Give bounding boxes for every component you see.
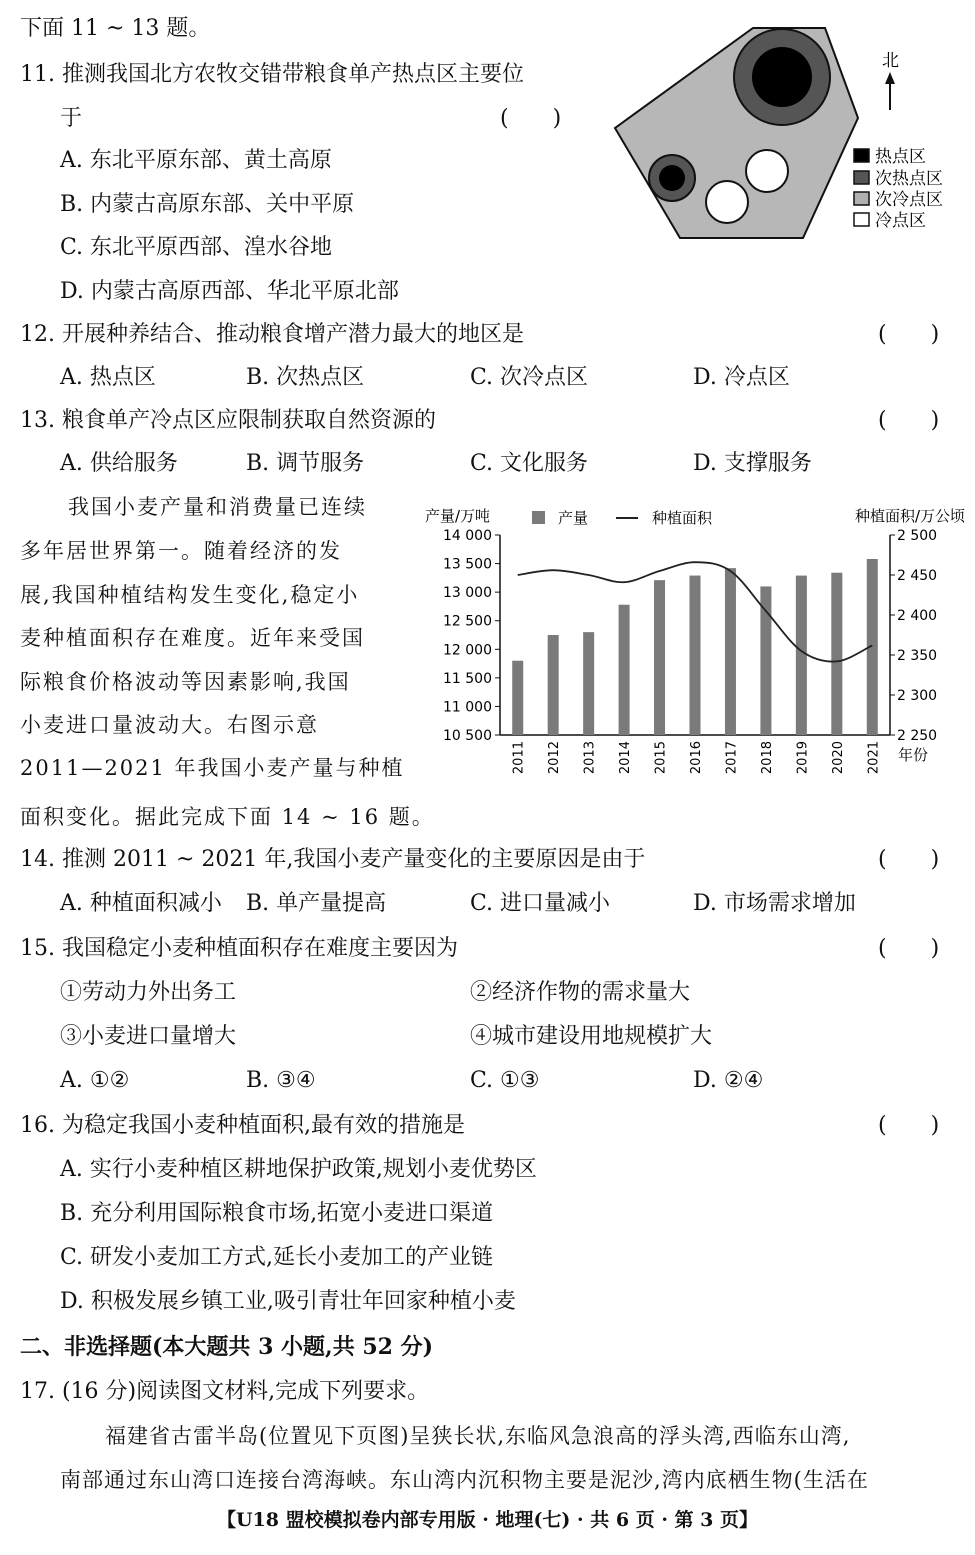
- q16-option-d[interactable]: D. 积极发展乡镇工业,吸引青壮年回家种植小麦: [60, 1289, 516, 1314]
- q15-stem: 15. 我国稳定小麦种植面积存在难度主要因为: [20, 936, 458, 961]
- right-tick-label: 2 300: [897, 688, 938, 704]
- q17-stem: 17. (16 分)阅读图文材料,完成下列要求。: [20, 1379, 430, 1404]
- passage-line-7: 2011—2021 年我国小麦产量与种植: [20, 756, 405, 780]
- legend-swatch-subcold: [854, 192, 869, 205]
- q16-option-b[interactable]: B. 充分利用国际粮食市场,拓宽小麦进口渠道: [60, 1201, 494, 1226]
- legend-swatch-cold: [854, 213, 869, 226]
- q14-option-a[interactable]: A. 种植面积减小: [60, 891, 222, 916]
- q15-option-b[interactable]: B. ③④: [246, 1068, 316, 1093]
- north-label: 北: [882, 51, 899, 71]
- right-tick-label: 2 450: [897, 568, 938, 584]
- q15-item-3: ③小麦进口量增大: [60, 1024, 237, 1049]
- legend-swatch-production: [532, 511, 545, 524]
- passage-line-5: 际粮食价格波动等因素影响,我国: [20, 670, 351, 694]
- q11-stem-cont: 于: [60, 106, 83, 131]
- passage-line-8: 面积变化。据此完成下面 14 ~ 16 题。: [20, 805, 435, 829]
- section-heading: 二、非选择题(本大题共 3 小题,共 52 分): [20, 1334, 434, 1360]
- x-tick-label: 2014: [618, 741, 634, 775]
- x-tick-label: 2018: [759, 741, 775, 775]
- map-legend: [854, 147, 943, 231]
- q11-option-a[interactable]: A. 东北平原东部、黄土高原: [60, 148, 332, 173]
- legend-production: 产量: [558, 509, 589, 527]
- q16-option-a[interactable]: A. 实行小麦种植区耕地保护政策,规划小麦优势区: [60, 1157, 537, 1182]
- left-tick-label: 11 500: [443, 670, 492, 687]
- coldspot-2: [706, 181, 748, 223]
- x-tick-label: 2015: [653, 741, 669, 775]
- subhot-inner: [659, 165, 685, 191]
- q14-answer-paren[interactable]: ( ): [878, 847, 940, 872]
- bar-2013: [583, 632, 594, 735]
- left-tick-label: 13 500: [443, 556, 492, 573]
- legend-subcold: 次冷点区: [875, 190, 943, 210]
- q11-answer-paren[interactable]: ( ): [500, 106, 562, 131]
- bar-2014: [619, 605, 630, 735]
- q15-item-1: ①劳动力外出务工: [60, 980, 237, 1005]
- x-tick-label: 2017: [724, 741, 740, 775]
- q14-option-c[interactable]: C. 进口量减小: [470, 891, 611, 916]
- q13-option-c[interactable]: C. 文化服务: [470, 451, 589, 476]
- legend-area: 种植面积: [652, 509, 713, 527]
- q13-stem: 13. 粮食单产冷点区应限制获取自然资源的: [20, 408, 436, 433]
- legend-hot: 热点区: [875, 147, 926, 167]
- x-tick-label: 2020: [830, 741, 846, 775]
- bar-2015: [654, 580, 665, 735]
- wheat-chart: [420, 500, 970, 790]
- q11-option-c[interactable]: C. 东北平原西部、湟水谷地: [60, 235, 333, 260]
- right-tick-label: 2 350: [897, 648, 938, 664]
- x-tick-label: 2019: [795, 741, 811, 775]
- q16-option-c[interactable]: C. 研发小麦加工方式,延长小麦加工的产业链: [60, 1245, 494, 1270]
- passage-line-1: 我国小麦产量和消费量已连续: [68, 495, 367, 519]
- left-tick-label: 13 000: [443, 585, 492, 602]
- q14-option-b[interactable]: B. 单产量提高: [246, 891, 387, 916]
- legend-swatch-hot: [854, 149, 869, 162]
- bar-2019: [796, 576, 807, 735]
- right-tick-label: 2 500: [897, 528, 938, 544]
- coldspot-1: [746, 150, 788, 192]
- q17-para-line-2: 南部通过东山湾口连接台湾海峡。东山湾内沉积物主要是泥沙,湾内底栖生物(生活在: [60, 1468, 869, 1492]
- bar-2016: [690, 576, 701, 735]
- q12-option-b[interactable]: B. 次热点区: [246, 365, 365, 390]
- passage-line-3: 展,我国种植结构发生变化,稳定小: [20, 583, 360, 607]
- q11-stem: 11. 推测我国北方农牧交错带粮食单产热点区主要位: [20, 62, 524, 87]
- legend-swatch-subhot: [854, 171, 869, 184]
- q13-answer-paren[interactable]: ( ): [878, 408, 940, 433]
- q12-option-c[interactable]: C. 次冷点区: [470, 365, 589, 390]
- q12-option-a[interactable]: A. 热点区: [60, 365, 156, 390]
- left-tick-label: 10 500: [443, 728, 492, 744]
- passage-line-6: 小麦进口量波动大。右图示意: [20, 713, 319, 737]
- right-tick-label: 2 400: [897, 608, 938, 624]
- intro-line: 下面 11 ~ 13 题。: [20, 16, 211, 41]
- x-tick-label: 2021: [866, 741, 882, 775]
- bar-2011: [512, 661, 523, 735]
- right-axis-title: 种植面积/万公顷: [854, 507, 965, 525]
- q11-option-d[interactable]: D. 内蒙古高原西部、华北平原北部: [60, 279, 399, 304]
- legend-cold: 冷点区: [875, 211, 926, 231]
- left-tick-label: 11 000: [443, 699, 492, 716]
- left-axis-title: 产量/万吨: [425, 507, 491, 525]
- q17-para-line-1: 福建省古雷半岛(位置见下页图)呈狭长状,东临风急浪高的浮头湾,西临东山湾,: [105, 1424, 851, 1448]
- q13-option-b[interactable]: B. 调节服务: [246, 451, 365, 476]
- x-tick-label: 2016: [689, 741, 704, 775]
- q12-answer-paren[interactable]: ( ): [878, 322, 940, 347]
- x-axis-title: 年份: [898, 746, 929, 764]
- left-tick-label: 14 000: [443, 528, 492, 544]
- left-tick-label: 12 500: [443, 613, 492, 630]
- q14-option-d[interactable]: D. 市场需求增加: [693, 891, 856, 916]
- hotspot-inner: [752, 47, 812, 107]
- q14-stem: 14. 推测 2011 ~ 2021 年,我国小麦产量变化的主要原因是由于: [20, 847, 646, 872]
- hotspot-map: [605, 20, 970, 245]
- q12-stem: 12. 开展种养结合、推动粮食增产潜力最大的地区是: [20, 322, 524, 347]
- left-tick-label: 12 000: [443, 642, 492, 659]
- q12-option-d[interactable]: D. 冷点区: [693, 365, 790, 390]
- passage-line-4: 麦种植面积存在难度。近年来受国: [20, 626, 365, 650]
- q15-item-2: ②经济作物的需求量大: [470, 980, 691, 1005]
- q15-answer-paren[interactable]: ( ): [878, 936, 940, 961]
- x-tick-label: 2013: [582, 741, 598, 775]
- bar-2020: [831, 573, 842, 735]
- bar-2018: [760, 586, 771, 735]
- q15-option-a[interactable]: A. ①②: [60, 1068, 130, 1093]
- passage-line-2: 多年居世界第一。随着经济的发: [20, 539, 342, 563]
- bar-2012: [548, 635, 559, 735]
- q15-item-4: ④城市建设用地规模扩大: [470, 1024, 713, 1049]
- q16-stem: 16. 为稳定我国小麦种植面积,最有效的措施是: [20, 1113, 465, 1138]
- q13-option-a[interactable]: A. 供给服务: [60, 451, 178, 476]
- q15-option-d[interactable]: D. ②④: [693, 1068, 764, 1093]
- x-tick-label: 2011: [511, 741, 527, 775]
- legend-subhot: 次热点区: [875, 169, 943, 189]
- right-tick-label: 2 250: [897, 728, 938, 744]
- bar-2017: [725, 568, 736, 735]
- q13-option-d[interactable]: D. 支撑服务: [693, 451, 812, 476]
- q11-option-b[interactable]: B. 内蒙古高原东部、关中平原: [60, 192, 355, 217]
- q15-option-c[interactable]: C. ①③: [470, 1068, 540, 1093]
- x-tick-label: 2012: [547, 741, 563, 775]
- q16-answer-paren[interactable]: ( ): [878, 1113, 940, 1138]
- page-footer: 【U18 盟校模拟卷内部专用版 · 地理(七) · 共 6 页 · 第 3 页】: [216, 1509, 759, 1531]
